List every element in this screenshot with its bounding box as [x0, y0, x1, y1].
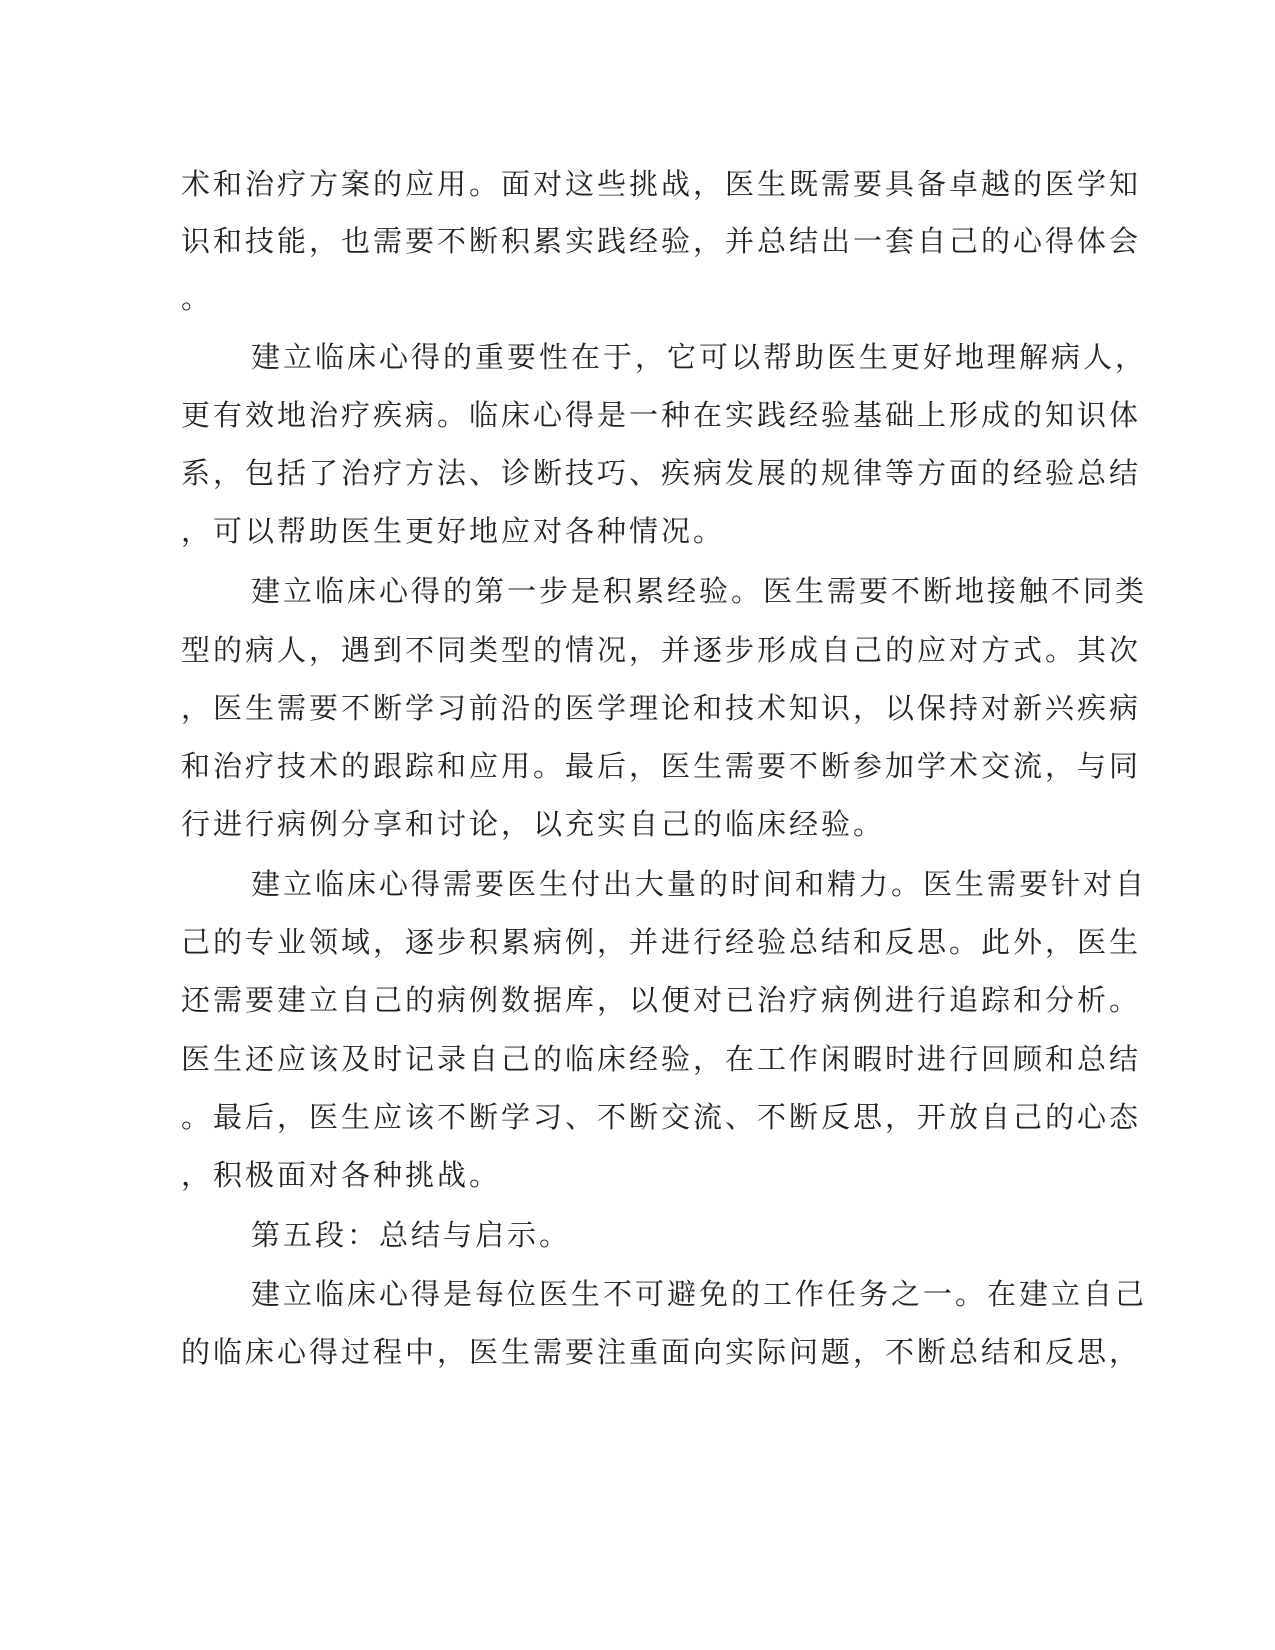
line-text: 。 [181, 281, 214, 315]
line-text: 医生还应该及时记录自己的临床经验，在工作闲暇时进行回顾和总结 [181, 1042, 1142, 1076]
line-text: 。最后，医生应该不断学习、不断交流、不断反思，开放自己的心态 [181, 1100, 1142, 1134]
text-line [0, 1029, 1275, 1089]
line-text: 的临床心得过程中，医生需要注重面向实际问题，不断总结和反思， [181, 1335, 1142, 1369]
line-text: 行进行病例分享和讨论，以充实自己的临床经验。 [181, 807, 886, 841]
line-text: ，积极面对各种挑战。 [181, 1158, 502, 1192]
line-text: 建立临床心得是每位医生不可避免的工作任务之一。在建立自己 [251, 1277, 1148, 1311]
text-line [0, 443, 1275, 503]
text-line [0, 1087, 1275, 1147]
text-line [0, 268, 1275, 328]
text-line [0, 154, 1275, 214]
heading-text: 第五段：总结与启示。 [251, 1218, 572, 1252]
line-text: 系，包括了治疗方法、诊断技巧、疾病发展的规律等方面的经验总结 [181, 456, 1142, 490]
text-line [0, 970, 1275, 1030]
line-text: 型的病人，遇到不同类型的情况，并逐步形成自己的应对方式。其次 [181, 633, 1142, 667]
text-line [0, 620, 1275, 680]
section-heading [0, 1205, 1275, 1265]
line-text: 还需要建立自己的病例数据库，以便对已治疗病例进行追踪和分析。 [181, 983, 1142, 1017]
line-text: 和治疗技术的跟踪和应用。最后，医生需要不断参加学术交流，与同 [181, 749, 1142, 783]
line-text: 己的专业领域，逐步积累病例，并进行经验总结和反思。此外，医生 [181, 925, 1142, 959]
line-text: ，医生需要不断学习前沿的医学理论和技术知识，以保持对新兴疾病 [181, 691, 1142, 725]
paragraph-start-line [0, 1264, 1275, 1324]
text-line [0, 912, 1275, 972]
line-text: ，可以帮助医生更好地应对各种情况。 [181, 514, 726, 548]
text-line [0, 736, 1275, 796]
paragraph-start-line [0, 327, 1275, 387]
text-line [0, 1322, 1275, 1382]
line-text: 建立临床心得需要医生付出大量的时间和精力。医生需要针对自 [251, 867, 1148, 901]
line-text: 术和治疗方案的应用。面对这些挑战，医生既需要具备卓越的医学知 [181, 167, 1142, 201]
text-line [0, 794, 1275, 854]
paragraph-start-line [0, 854, 1275, 914]
text-line [0, 211, 1275, 271]
paragraph-start-line [0, 561, 1275, 621]
line-text: 建立临床心得的第一步是积累经验。医生需要不断地接触不同类 [251, 574, 1148, 608]
line-text: 识和技能，也需要不断积累实践经验，并总结出一套自己的心得体会 [181, 224, 1142, 258]
text-line [0, 678, 1275, 738]
line-text: 更有效地治疗疾病。临床心得是一种在实践经验基础上形成的知识体 [181, 398, 1142, 432]
line-text: 建立临床心得的重要性在于，它可以帮助医生更好地理解病人， [251, 340, 1148, 374]
text-line [0, 1145, 1275, 1205]
text-line [0, 385, 1275, 445]
text-line [0, 501, 1275, 561]
